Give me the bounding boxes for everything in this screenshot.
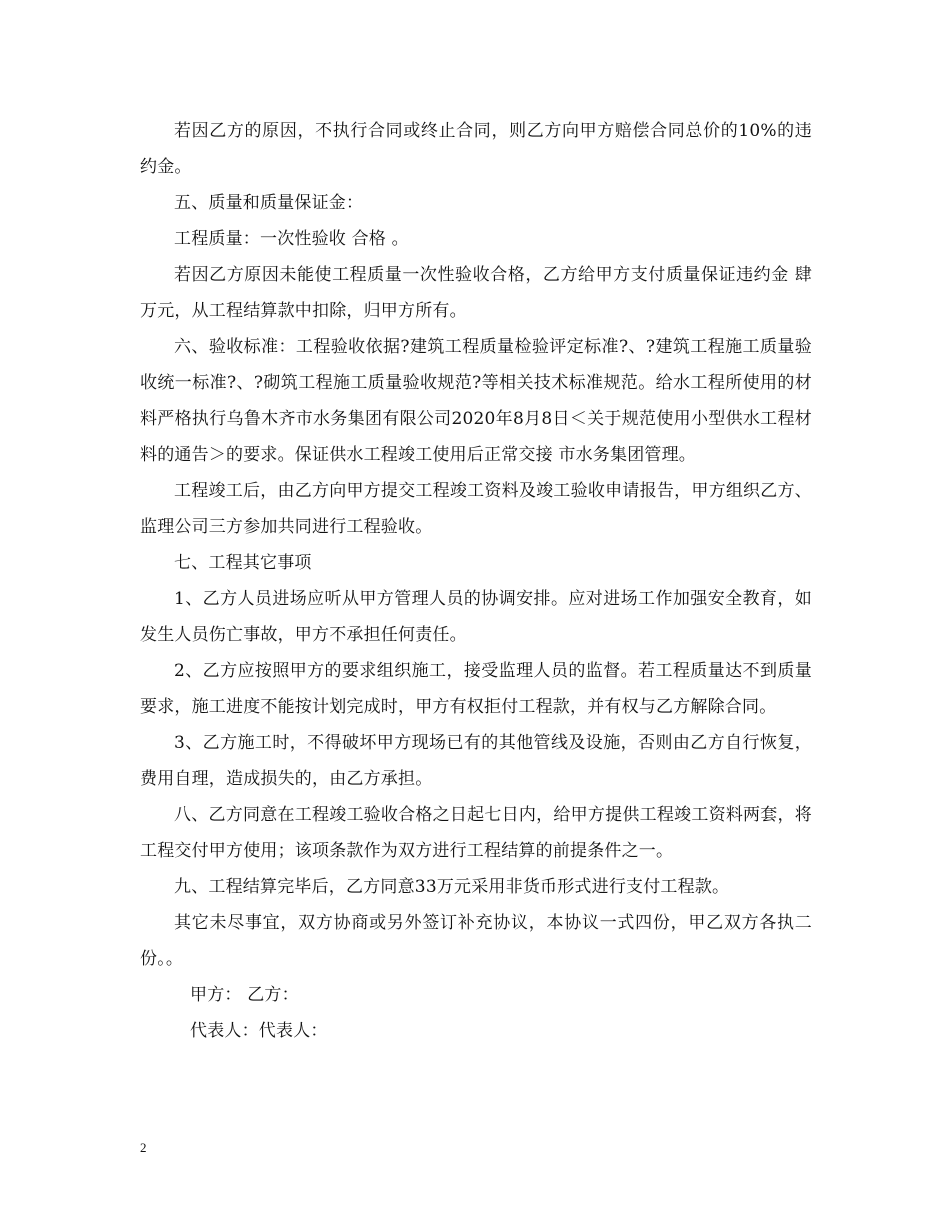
paragraph-breach-penalty: 若因乙方的原因，不执行合同或终止合同，则乙方向甲方赔偿合同总价的10%的违约金。: [140, 121, 812, 177]
paragraph-quality-standard: 工程质量：一次性验收 合格 。: [174, 229, 409, 249]
paragraph-completion-acceptance: 工程竣工后，由乙方向甲方提交工程竣工资料及竣工验收申请报告，甲方组织乙方、监理公司三方参加共同进行工程验收。: [140, 481, 812, 537]
signature-representatives: 代表人：代表人：: [190, 1021, 328, 1041]
paragraph-other-matters: 其它未尽事宜，双方协商或另外签订补充协议，本协议一式四份，甲乙双方各执二份。。: [140, 913, 812, 969]
section-heading-other-matters: 七、工程其它事项: [174, 553, 312, 573]
section-heading-quality: 五、质量和质量保证金：: [174, 193, 364, 213]
paragraph-section-8: 八、乙方同意在工程竣工验收合格之日起七日内，给甲方提供工程竣工资料两套，将工程交付甲方使用；该项条款作为双方进行工程结算的前提条件之一。: [140, 805, 812, 861]
paragraph-quality-guarantee: 若因乙方原因未能使工程质量一次性验收合格，乙方给甲方支付质量保证违约金 肆 万元，从工程结算款中扣除，归甲方所有。: [140, 265, 812, 321]
signature-parties: 甲方： 乙方：: [190, 985, 299, 1005]
document-body: [140, 113, 812, 1049]
paragraph-section-9: 九、工程结算完毕后，乙方同意33万元采用非货币形式进行支付工程款。: [174, 877, 730, 897]
paragraph-acceptance-standards: 六、验收标准：工程验收依据?建筑工程质量检验评定标准?、?建筑工程施工质量验收统一标准?、?砌筑工程施工质量验收规范?等相关技术标准规范。给水工程所使用的材料严格执行乌鲁木齐市水务集团有限公司2020年8月8日＜关于规范使用小型供水工程材料的通告＞的要求。保证供水工程竣工使用后正常交接 市水务集团管理。: [140, 337, 812, 465]
paragraph-item-2: 2、乙方应按照甲方的要求组织施工，接受监理人员的监督。若工程质量达不到质量要求，施工进度不能按计划完成时，甲方有权拒付工程款，并有权与乙方解除合同。: [140, 661, 812, 717]
paragraph-item-3: 3、乙方施工时，不得破坏甲方现场已有的其他管线及设施，否则由乙方自行恢复，费用自理，造成损失的，由乙方承担。: [140, 733, 812, 789]
paragraph-item-1: 1、乙方人员进场应听从甲方管理人员的协调安排。应对进场工作加强安全教育，如发生人员伤亡事故，甲方不承担任何责任。: [140, 589, 812, 645]
page-number: 2: [140, 1140, 147, 1155]
